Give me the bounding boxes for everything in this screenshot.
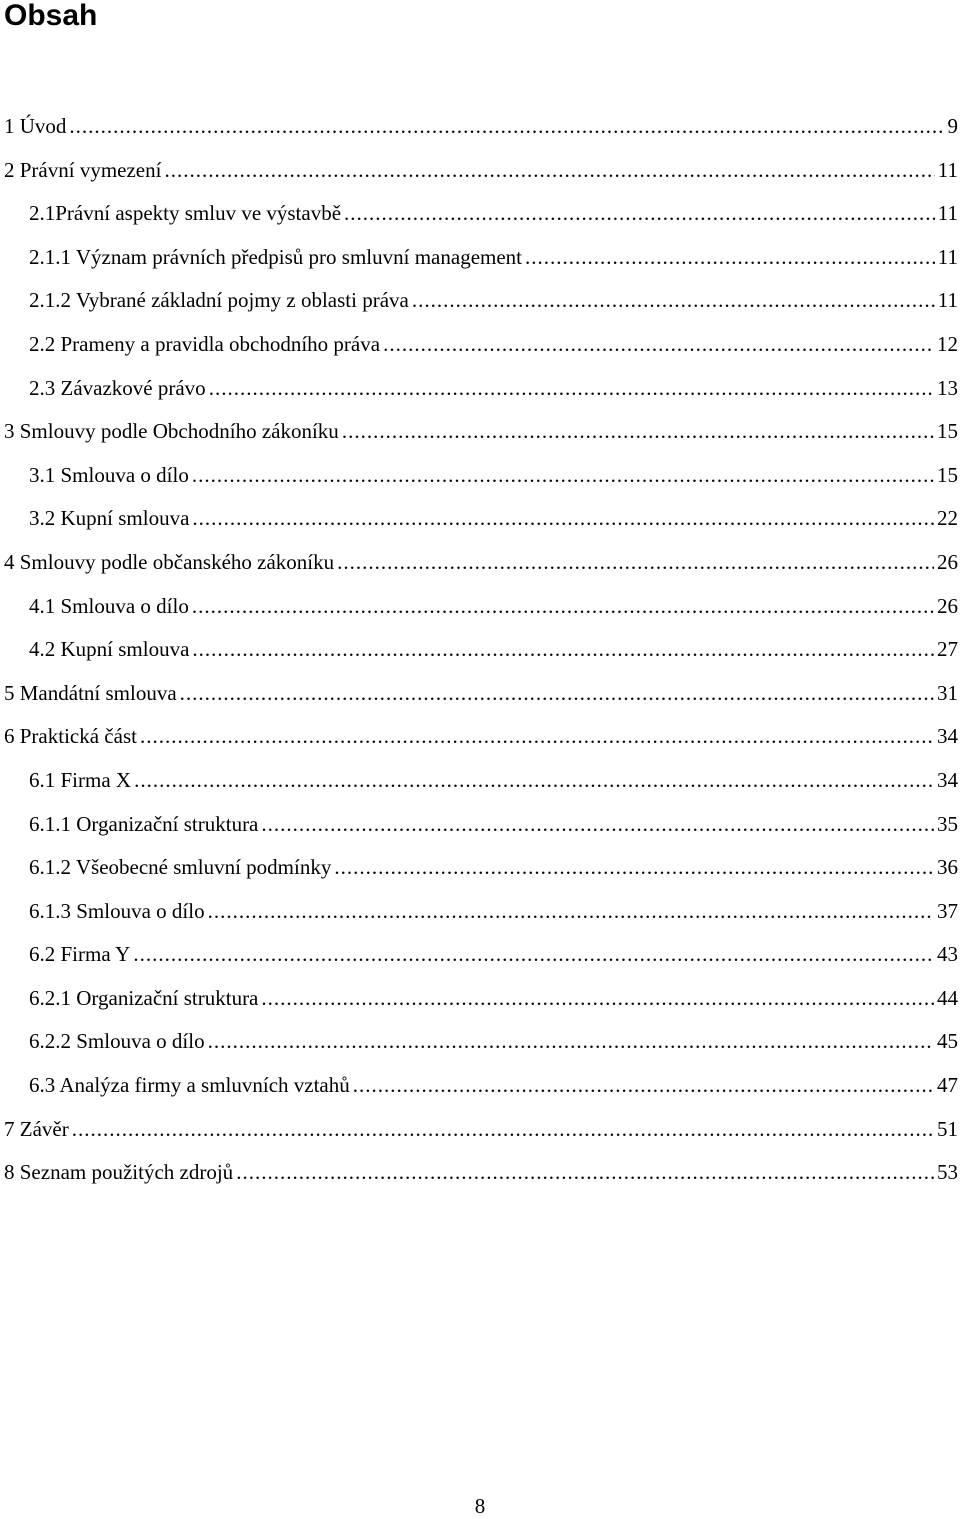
toc-entry-title: 2.1.1 Význam právních předpisů pro smluvní management [29,244,523,269]
toc-entry-title: 6.1.3 Smlouva o dílo [29,898,205,923]
toc-entry-title: 4 Smlouvy podle občanského zákoníku [4,549,335,574]
toc-entry[interactable] [4,720,960,764]
toc-entry-page: 34 [937,724,958,749]
toc-entry-title: 6.2.2 Smlouva o dílo [29,1029,205,1054]
toc-dot-leader [133,938,934,971]
toc-entry[interactable] [4,1113,960,1157]
toc-dot-leader [192,590,934,623]
toc-entry[interactable] [4,459,960,503]
toc-dot-leader [261,808,934,841]
toc-entry-page: 31 [937,680,958,705]
toc-entry-title: 3 Smlouvy podle Obchodního zákoníku [4,419,339,444]
toc-entry-page: 37 [937,898,958,923]
toc-entry[interactable] [4,895,960,939]
toc-entry-title: 4.1 Smlouva o dílo [29,593,189,618]
toc-dot-leader [353,1069,934,1102]
toc-dot-leader [383,328,934,361]
toc-entry[interactable] [4,938,960,982]
toc-entry[interactable] [4,1025,960,1069]
toc-entry[interactable] [4,502,960,546]
toc-entry-title: 4.2 Kupní smlouva [29,637,190,662]
toc-entry[interactable] [4,982,960,1026]
toc-dot-leader [342,415,934,448]
toc-dot-leader [337,546,934,579]
toc-entry[interactable] [4,633,960,677]
toc-entry-page: 34 [937,767,958,792]
toc-entry-title: 8 Seznam použitých zdrojů [4,1160,234,1185]
table-of-contents [4,110,960,1200]
page-title: Obsah [4,0,98,32]
toc-entry-page: 47 [937,1073,958,1098]
toc-entry-page: 12 [937,331,958,356]
toc-entry-title: 5 Mandátní smlouva [4,680,177,705]
page-number: 8 [474,1494,486,1518]
toc-entry-page: 43 [937,942,958,967]
toc-dot-leader [72,1113,934,1146]
toc-dot-leader [180,677,934,710]
toc-entry-page: 13 [937,375,958,400]
toc-entry-page: 26 [937,549,958,574]
toc-entry-title: 6.2 Firma Y [29,942,131,967]
toc-entry-title: 2.1.2 Vybrané základní pojmy z oblasti práva [29,288,409,313]
toc-entry-title: 6.1 Firma X [29,767,132,792]
toc-entry-page: 51 [937,1116,958,1141]
toc-dot-leader [69,110,944,143]
toc-entry-title: 2.1Právní aspekty smluv ve výstavbě [29,201,342,226]
toc-dot-leader [412,284,935,317]
toc-entry-page: 11 [937,288,958,313]
toc-entry-page: 9 [947,114,958,138]
toc-entry[interactable] [4,154,960,198]
toc-dot-leader [344,197,935,230]
toc-entry[interactable] [4,764,960,808]
toc-dot-leader [334,851,934,884]
toc-entry[interactable] [4,372,960,416]
toc-dot-leader [209,372,934,405]
toc-entry[interactable] [4,1156,960,1200]
toc-entry-page: 44 [937,985,958,1010]
toc-entry-title: 2.2 Prameny a pravidla obchodního práva [29,331,381,356]
toc-entry-page: 15 [937,419,958,444]
toc-entry-page: 26 [937,593,958,618]
toc-dot-leader [140,720,934,753]
toc-entry-page: 22 [937,506,958,531]
toc-entry-page: 35 [937,811,958,836]
toc-entry[interactable] [4,284,960,328]
toc-entry-title: 6 Praktická část [4,724,137,749]
toc-entry[interactable] [4,590,960,634]
toc-entry-title: 2.3 Závazkové právo [29,375,206,400]
toc-entry-page: 11 [937,244,958,269]
toc-entry[interactable] [4,677,960,721]
toc-entry-title: 6.2.1 Organizační struktura [29,985,259,1010]
toc-dot-leader [164,154,934,187]
toc-entry-page: 45 [937,1029,958,1054]
toc-entry-title: 3.2 Kupní smlouva [29,506,190,531]
toc-entry-title: 2 Právní vymezení [4,157,162,182]
toc-entry[interactable] [4,546,960,590]
toc-dot-leader [134,764,934,797]
toc-dot-leader [525,241,935,274]
toc-dot-leader [192,459,934,492]
toc-entry-page: 15 [937,462,958,487]
toc-entry[interactable] [4,851,960,895]
toc-entry-page: 53 [937,1160,958,1185]
toc-entry[interactable] [4,415,960,459]
toc-entry-page: 36 [937,855,958,880]
toc-entry[interactable] [4,241,960,285]
toc-entry-title: 1 Úvod [4,114,67,138]
toc-dot-leader [192,633,934,666]
toc-entry-title: 3.1 Smlouva o dílo [29,462,189,487]
toc-entry-title: 6.1.2 Všeobecné smluvní podmínky [29,855,332,880]
toc-entry-page: 11 [937,157,958,182]
toc-entry[interactable] [4,197,960,241]
toc-entry-page: 11 [937,201,958,226]
toc-entry[interactable] [4,808,960,852]
toc-entry-title: 6.1.1 Organizační struktura [29,811,259,836]
toc-dot-leader [192,502,934,535]
toc-dot-leader [236,1156,934,1189]
toc-entry-title: 7 Závěr [4,1116,69,1141]
toc-entry-title: 6.3 Analýza firmy a smluvních vztahů [29,1073,350,1098]
toc-entry[interactable] [4,110,960,154]
toc-entry-page: 27 [937,637,958,662]
toc-entry[interactable] [4,328,960,372]
toc-dot-leader [208,895,934,928]
toc-dot-leader [208,1025,934,1058]
toc-dot-leader [261,982,934,1015]
toc-entry[interactable] [4,1069,960,1113]
